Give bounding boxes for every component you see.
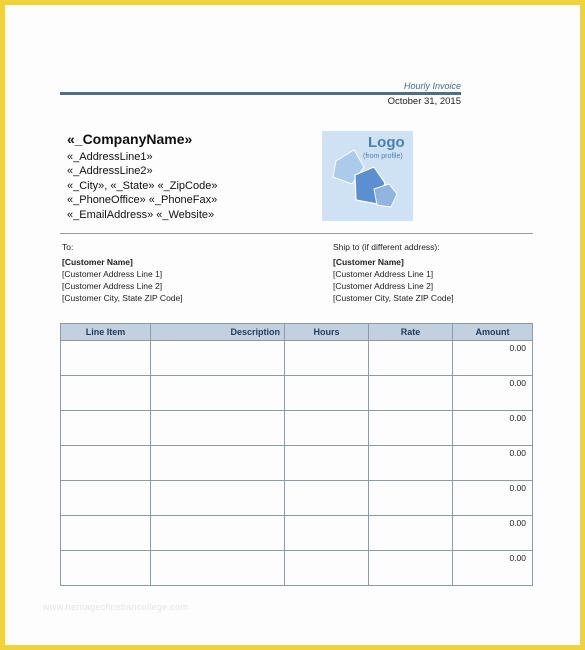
table-row xyxy=(61,551,533,586)
table-row xyxy=(61,516,533,551)
ship-to-city-state-zip: [Customer City, State ZIP Code] xyxy=(333,293,454,303)
table-row xyxy=(61,341,533,376)
ship-to-address-line-2: [Customer Address Line 2] xyxy=(333,281,434,291)
ship-to-label: Ship to (if different address): xyxy=(333,242,440,252)
hours-cell[interactable] xyxy=(285,446,369,481)
line-item-cell[interactable] xyxy=(61,341,151,376)
rate-cell[interactable] xyxy=(369,551,453,586)
rate-cell[interactable] xyxy=(369,516,453,551)
bill-to-label: To: xyxy=(62,242,74,252)
amount-cell: 0.00 xyxy=(453,411,533,446)
col-header-description: Description xyxy=(151,324,285,341)
line-item-cell[interactable] xyxy=(61,446,151,481)
amount-cell: 0.00 xyxy=(453,481,533,516)
table-row xyxy=(61,376,533,411)
amount-cell: 0.00 xyxy=(453,516,533,551)
col-header-amount: Amount xyxy=(453,324,533,341)
company-phone: «_PhoneOffice» «_PhoneFax» xyxy=(67,194,218,207)
ship-to-name: [Customer Name] xyxy=(333,257,404,267)
hours-cell[interactable] xyxy=(285,341,369,376)
invoice-page xyxy=(5,5,580,645)
section-divider xyxy=(60,233,533,234)
table-row xyxy=(61,481,533,516)
invoice-date: October 31, 2015 xyxy=(387,96,461,107)
rate-cell[interactable] xyxy=(369,411,453,446)
bill-to-block xyxy=(62,241,183,304)
company-name: «_CompanyName» xyxy=(67,131,193,147)
company-city-state-zip: «_City», «_State» «_ZipCode» xyxy=(67,179,218,192)
company-block xyxy=(67,131,217,222)
hours-cell[interactable] xyxy=(285,481,369,516)
bill-to-address-line-1: [Customer Address Line 1] xyxy=(62,269,163,279)
company-email-website: «_EmailAddress» «_Website» xyxy=(67,208,215,221)
amount-cell: 0.00 xyxy=(453,341,533,376)
description-cell[interactable] xyxy=(151,446,285,481)
hours-cell[interactable] xyxy=(285,551,369,586)
line-item-cell[interactable] xyxy=(61,376,151,411)
invoice-title: Hourly Invoice xyxy=(403,81,461,91)
col-header-rate: Rate xyxy=(369,324,453,341)
amount-cell: 0.00 xyxy=(453,446,533,481)
hours-cell[interactable] xyxy=(285,411,369,446)
line-items-table xyxy=(60,323,533,586)
description-cell[interactable] xyxy=(151,481,285,516)
description-cell[interactable] xyxy=(151,551,285,586)
table-header-row xyxy=(61,324,533,341)
header-rule xyxy=(60,92,461,95)
line-item-cell[interactable] xyxy=(61,551,151,586)
company-address-line-2: «_AddressLine2» xyxy=(67,165,153,178)
amount-cell: 0.00 xyxy=(453,551,533,586)
rate-cell[interactable] xyxy=(369,481,453,516)
bill-to-address-line-2: [Customer Address Line 2] xyxy=(62,281,163,291)
ship-to-block xyxy=(333,241,454,304)
amount-cell: 0.00 xyxy=(453,376,533,411)
description-cell[interactable] xyxy=(151,341,285,376)
description-cell[interactable] xyxy=(151,411,285,446)
col-header-hours: Hours xyxy=(285,324,369,341)
description-cell[interactable] xyxy=(151,516,285,551)
bill-to-name: [Customer Name] xyxy=(62,257,133,267)
description-cell[interactable] xyxy=(151,376,285,411)
line-item-cell[interactable] xyxy=(61,516,151,551)
ship-to-address-line-1: [Customer Address Line 1] xyxy=(333,269,434,279)
rate-cell[interactable] xyxy=(369,376,453,411)
table-row xyxy=(61,446,533,481)
logo-subtext: (from profile) xyxy=(363,153,403,160)
company-address-line-1: «_AddressLine1» xyxy=(67,151,153,163)
logo-placeholder xyxy=(322,131,413,221)
col-header-line-item: Line Item xyxy=(61,324,151,341)
watermark: www.heritagechristiancollege.com xyxy=(43,602,189,612)
line-item-cell[interactable] xyxy=(61,411,151,446)
table-row xyxy=(61,411,533,446)
hours-cell[interactable] xyxy=(285,516,369,551)
hours-cell[interactable] xyxy=(285,376,369,411)
rate-cell[interactable] xyxy=(369,446,453,481)
line-item-cell[interactable] xyxy=(61,481,151,516)
logo-text: Logo xyxy=(368,134,405,151)
bill-to-city-state-zip: [Customer City, State ZIP Code] xyxy=(62,293,183,303)
rate-cell[interactable] xyxy=(369,341,453,376)
